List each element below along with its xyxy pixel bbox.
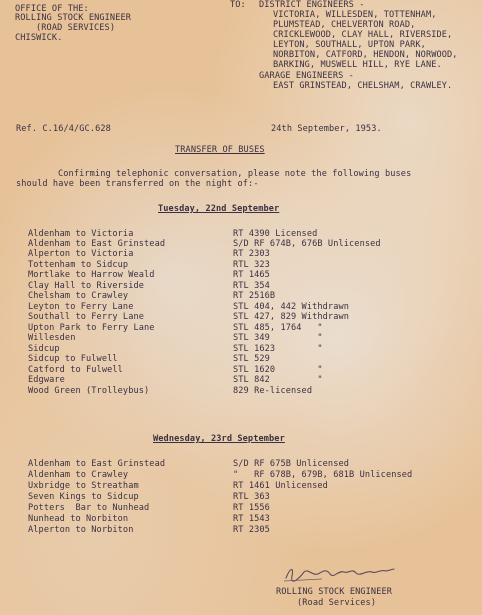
addressee-line: LEYTON, SOUTHALL, UPTON PARK, bbox=[273, 40, 426, 50]
list-item bbox=[0, 503, 482, 513]
list-item bbox=[0, 354, 482, 364]
section-heading-wednesday: Wednesday, 23rd September bbox=[153, 434, 285, 444]
reference-number: Ref. C.16/4/GC.628 bbox=[16, 124, 111, 134]
route: Edgware bbox=[28, 375, 65, 385]
bus-detail: STL 1620 " bbox=[233, 365, 323, 375]
list-item bbox=[0, 281, 482, 291]
route: Chelsham to Crawley bbox=[28, 291, 129, 301]
bus-detail: RT 1465 bbox=[233, 270, 270, 280]
signatory-subtitle: (Road Services) bbox=[297, 598, 377, 608]
signatory-title: ROLLING STOCK ENGINEER bbox=[276, 587, 393, 597]
addressee-line: DISTRICT ENGINEERS - bbox=[259, 0, 365, 10]
handwritten-signature bbox=[282, 562, 402, 584]
bus-detail: RT 1556 bbox=[233, 503, 270, 513]
list-item bbox=[0, 525, 482, 535]
bus-detail: RT 2516B bbox=[233, 291, 276, 301]
bus-detail: RT 2303 bbox=[233, 249, 270, 259]
list-item bbox=[0, 302, 482, 312]
list-item bbox=[0, 312, 482, 322]
intro-line: should have been transferred on the night of:- bbox=[16, 179, 259, 189]
route: Upton Park to Ferry Lane bbox=[28, 323, 155, 333]
route: Aldenham to East Grinstead bbox=[28, 459, 166, 469]
bus-detail: STL 349 " bbox=[233, 333, 323, 343]
route: Sidcup to Fulwell bbox=[28, 354, 118, 364]
office-line: CHISWICK. bbox=[15, 33, 63, 43]
route: Aldenham to Victoria bbox=[28, 229, 134, 239]
list-item bbox=[0, 260, 482, 270]
route: Alperton to Norbiton bbox=[28, 525, 134, 535]
bus-detail: RTL 354 bbox=[233, 281, 270, 291]
bus-detail: STL 404, 442 Withdrawn bbox=[233, 302, 350, 312]
letter-date: 24th September, 1953. bbox=[271, 124, 382, 134]
office-line: ROLLING STOCK ENGINEER bbox=[15, 13, 132, 23]
list-item bbox=[0, 365, 482, 375]
route: Sidcup bbox=[28, 344, 60, 354]
list-item bbox=[0, 333, 482, 343]
list-item bbox=[0, 492, 482, 502]
list-item bbox=[0, 323, 482, 333]
route: Mortlake to Harrow Weald bbox=[28, 270, 155, 280]
route: Aldenham to East Grinstead bbox=[28, 239, 166, 249]
route: Alperton to Victoria bbox=[28, 249, 134, 259]
list-item bbox=[0, 459, 482, 469]
route: Potters Bar to Nunhead bbox=[28, 503, 150, 513]
bus-detail: RT 4390 Licensed bbox=[233, 229, 318, 239]
list-item bbox=[0, 344, 482, 354]
list-item bbox=[0, 229, 482, 239]
office-line: OFFICE OF THE: bbox=[15, 4, 89, 14]
route: Willesden bbox=[28, 333, 76, 343]
bus-detail: RTL 363 bbox=[233, 492, 270, 502]
addressee-line: GARAGE ENGINEERS - bbox=[259, 71, 354, 81]
bus-detail: STL 1623 " bbox=[233, 344, 323, 354]
addressee-line: VICTORIA, WILLESDEN, TOTTENHAM, bbox=[273, 10, 437, 20]
list-item bbox=[0, 470, 482, 480]
route: Wood Green (Trolleybus) bbox=[28, 386, 150, 396]
intro-line: Confirming telephonic conversation, please note the following buses bbox=[58, 169, 412, 179]
route: Southall to Ferry Lane bbox=[28, 312, 145, 322]
bus-detail: RTL 323 bbox=[233, 260, 270, 270]
list-item bbox=[0, 386, 482, 396]
list-item bbox=[0, 481, 482, 491]
addressee-line: CRICKLEWOOD, CLAY HALL, RIVERSIDE, bbox=[273, 30, 453, 40]
addressee-line: BARKING, MUSWELL HILL, RYE LANE. bbox=[273, 60, 442, 70]
list-item bbox=[0, 291, 482, 301]
bus-detail: 829 Re-licensed bbox=[233, 386, 313, 396]
bus-detail: STL 427, 829 Withdrawn bbox=[233, 312, 350, 322]
bus-detail: STL 842 " bbox=[233, 375, 323, 385]
route: Uxbridge to Streatham bbox=[28, 481, 139, 491]
bus-detail: " RF 678B, 679B, 681B Unlicensed bbox=[233, 470, 413, 480]
list-item bbox=[0, 514, 482, 524]
list-item bbox=[0, 249, 482, 259]
bus-detail: RT 1543 bbox=[233, 514, 270, 524]
route: Aldenham to Crawley bbox=[28, 470, 129, 480]
route: Tottenham to Sidcup bbox=[28, 260, 129, 270]
bus-detail: RT 1461 Unlicensed bbox=[233, 481, 328, 491]
to-label: TO: bbox=[230, 0, 246, 10]
bus-detail: S/D RF 675B Unlicensed bbox=[233, 459, 350, 469]
list-item bbox=[0, 375, 482, 385]
route: Clay Hall to Riverside bbox=[28, 281, 145, 291]
addressee-line: EAST GRINSTEAD, CHELSHAM, CRAWLEY. bbox=[273, 81, 453, 91]
document-title: TRANSFER OF BUSES bbox=[175, 145, 265, 155]
bus-detail: STL 485, 1764 " bbox=[233, 323, 323, 333]
route: Leyton to Ferry Lane bbox=[28, 302, 134, 312]
addressee-line: PLUMSTEAD, CHELVERTON ROAD, bbox=[273, 20, 416, 30]
route: Nunhead to Norbiton bbox=[28, 514, 129, 524]
addressee-line: NORBITON, CATFORD, HENDON, NORWOOD, bbox=[273, 50, 458, 60]
bus-detail: STL 529 bbox=[233, 354, 270, 364]
office-line: (ROAD SERVICES) bbox=[36, 23, 116, 33]
bus-detail: RT 2305 bbox=[233, 525, 270, 535]
route: Seven Kings to Sidcup bbox=[28, 492, 139, 502]
list-item bbox=[0, 270, 482, 280]
route: Catford to Fulwell bbox=[28, 365, 123, 375]
section-heading-tuesday: Tuesday, 22nd September bbox=[158, 204, 280, 214]
list-item bbox=[0, 239, 482, 249]
bus-detail: S/D RF 674B, 676B Unlicensed bbox=[233, 239, 381, 249]
